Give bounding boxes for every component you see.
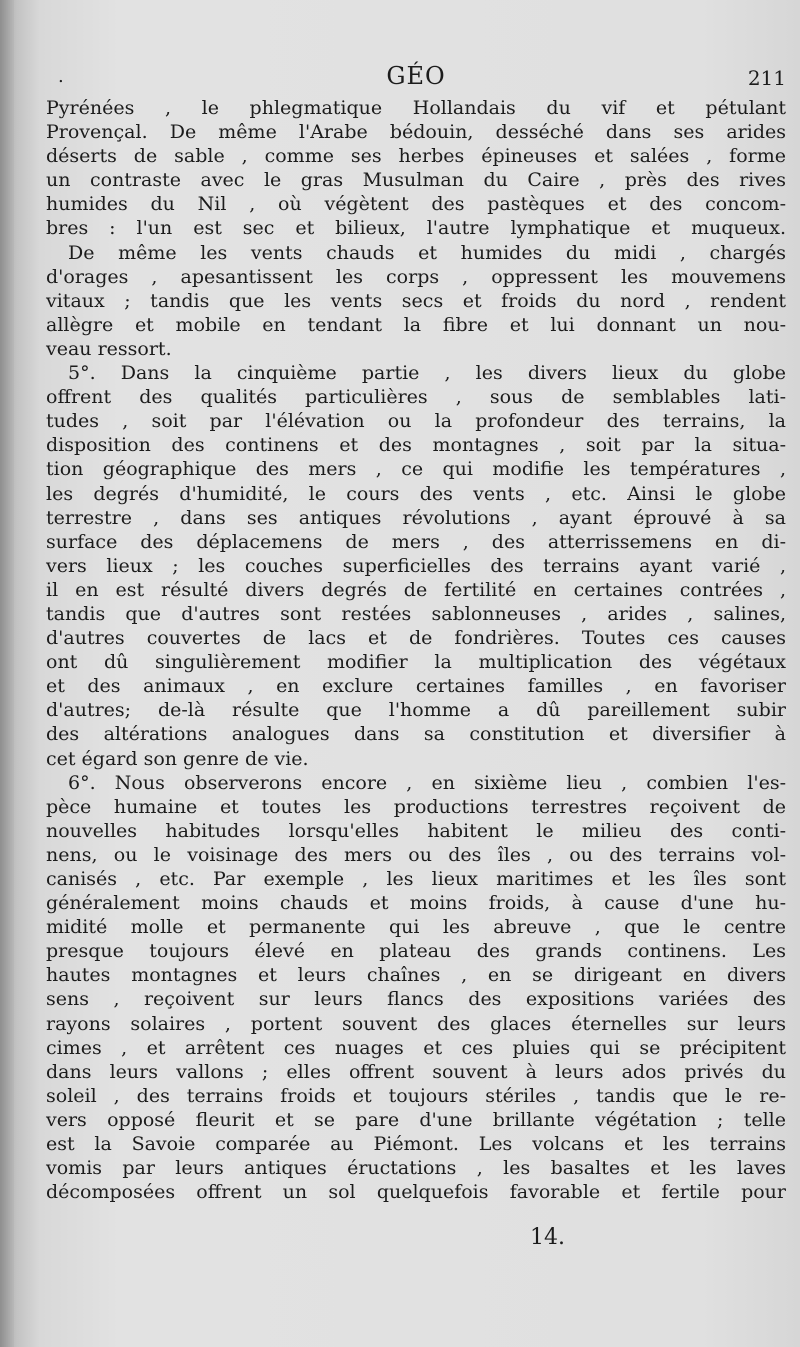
text-line: humides du Nil , où végètent des pastèques et des concom- bbox=[46, 193, 786, 216]
text-line: les degrés d'humidité, le cours des vents , etc. Ainsi le globe bbox=[46, 482, 786, 505]
text-line: disposition des continens et des montagnes , soit par la situa- bbox=[46, 434, 786, 457]
text-line: d'orages , apesantissent les corps , oppressent les mouvemens bbox=[46, 265, 786, 288]
text-line: il en est résulté divers degrés de fertilité en certaines contrées , bbox=[46, 578, 786, 601]
text-line: Pyrénées , le phlegmatique Hollandais du vif et pétulant bbox=[46, 97, 786, 119]
text-line: offrent des qualités particulières , sous de semblables lati- bbox=[46, 386, 786, 409]
text-line: 5°. Dans la cinquième partie , les divers lieux du globe bbox=[68, 362, 786, 385]
page-number: 211 bbox=[747, 66, 786, 90]
text-line: cimes , et arrêtent ces nuages et ces pluies qui se précipitent bbox=[46, 1036, 786, 1059]
text-line: allègre et mobile en tendant la fibre et lui donnant un nou- bbox=[46, 313, 786, 336]
running-title: GÉO bbox=[386, 62, 446, 90]
text-line: tion géographique des mers , ce qui modifie les températures , bbox=[46, 458, 786, 481]
text-line: des altérations analogues dans sa constitution et diversifier à bbox=[46, 723, 786, 746]
text-line: nouvelles habitudes lorsqu'elles habitent le milieu des conti- bbox=[46, 819, 786, 842]
text-line: tudes , soit par l'élévation ou la profondeur des terrains, la bbox=[46, 410, 786, 433]
text-line: décomposées offrent un sol quelquefois favorable et fertile pour bbox=[46, 1181, 786, 1204]
text-line: sens , reçoivent sur leurs flancs des expositions variées des bbox=[46, 988, 786, 1011]
text-line: déserts de sable , comme ses herbes épineuses et salées , forme bbox=[46, 145, 786, 168]
text-line: vers opposé fleurit et se pare d'une brillante végétation ; telle bbox=[46, 1108, 786, 1131]
text-line: d'autres couvertes de lacs et de fondrières. Toutes ces causes bbox=[46, 627, 786, 650]
text-line: 6°. Nous observerons encore , en sixième lieu , combien l'es- bbox=[68, 771, 786, 794]
text-line: vomis par leurs antiques éructations , les basaltes et les laves bbox=[46, 1157, 786, 1180]
text-line: d'autres; de-là résulte que l'homme a dû pareillement subir bbox=[46, 699, 786, 722]
text-line: cet égard son genre de vie. bbox=[46, 747, 309, 770]
text-line: presque toujours élevé en plateau des grands continens. Les bbox=[46, 940, 786, 963]
text-line: hautes montagnes et leurs chaînes , en se dirigeant en divers bbox=[46, 964, 786, 987]
text-line: généralement moins chauds et moins froids, à cause d'une hu- bbox=[46, 892, 786, 915]
text-line: soleil , des terrains froids et toujours stériles , tandis que le re- bbox=[46, 1084, 786, 1107]
body-text bbox=[46, 96, 786, 1204]
text-line: surface des déplacemens de mers , des atterrissemens en di- bbox=[46, 530, 786, 553]
text-line: rayons solaires , portent souvent des glaces éternelles sur leurs bbox=[46, 1012, 786, 1035]
text-line: et des animaux , en exclure certaines familles , en favoriser bbox=[46, 675, 786, 698]
text-line: tandis que d'autres sont restées sablonneuses , arides , salines, bbox=[46, 602, 786, 625]
text-line: terrestre , dans ses antiques révolutions , ayant éprouvé à sa bbox=[46, 506, 786, 529]
text-line: bres : l'un est sec et bilieux, l'autre lymphatique et muqueux. bbox=[46, 217, 786, 240]
text-line: Provençal. De même l'Arabe bédouin, desséché dans ses arides bbox=[46, 121, 786, 144]
text-line: est la Savoie comparée au Piémont. Les volcans et les terrains bbox=[46, 1133, 786, 1156]
header-dot: . bbox=[58, 66, 64, 87]
text-line: midité molle et permanente qui les abreuve , que le centre bbox=[46, 916, 786, 939]
text-line: un contraste avec le gras Musulman du Caire , près des rives bbox=[46, 169, 786, 192]
text-line: vers lieux ; les couches superficielles des terrains ayant varié , bbox=[46, 554, 786, 577]
page-gutter-shadow bbox=[0, 0, 14, 1347]
running-header bbox=[46, 62, 786, 96]
text-line: nens, ou le voisinage des mers ou des îles , ou des terrains vol- bbox=[46, 843, 786, 866]
signature-mark: 14. bbox=[530, 1225, 565, 1250]
text-line: pèce humaine et toutes les productions terrestres reçoivent de bbox=[46, 795, 786, 818]
text-line: De même les vents chauds et humides du midi , chargés bbox=[68, 241, 786, 264]
text-line: dans leurs vallons ; elles offrent souvent à leurs ados privés du bbox=[46, 1060, 786, 1083]
text-line: canisés , etc. Par exemple , les lieux maritimes et les îles sont bbox=[46, 868, 786, 890]
text-line: veau ressort. bbox=[46, 337, 172, 360]
text-line: ont dû singulièrement modifier la multiplication des végétaux bbox=[46, 651, 786, 674]
text-line: vitaux ; tandis que les vents secs et froids du nord , rendent bbox=[46, 289, 786, 312]
